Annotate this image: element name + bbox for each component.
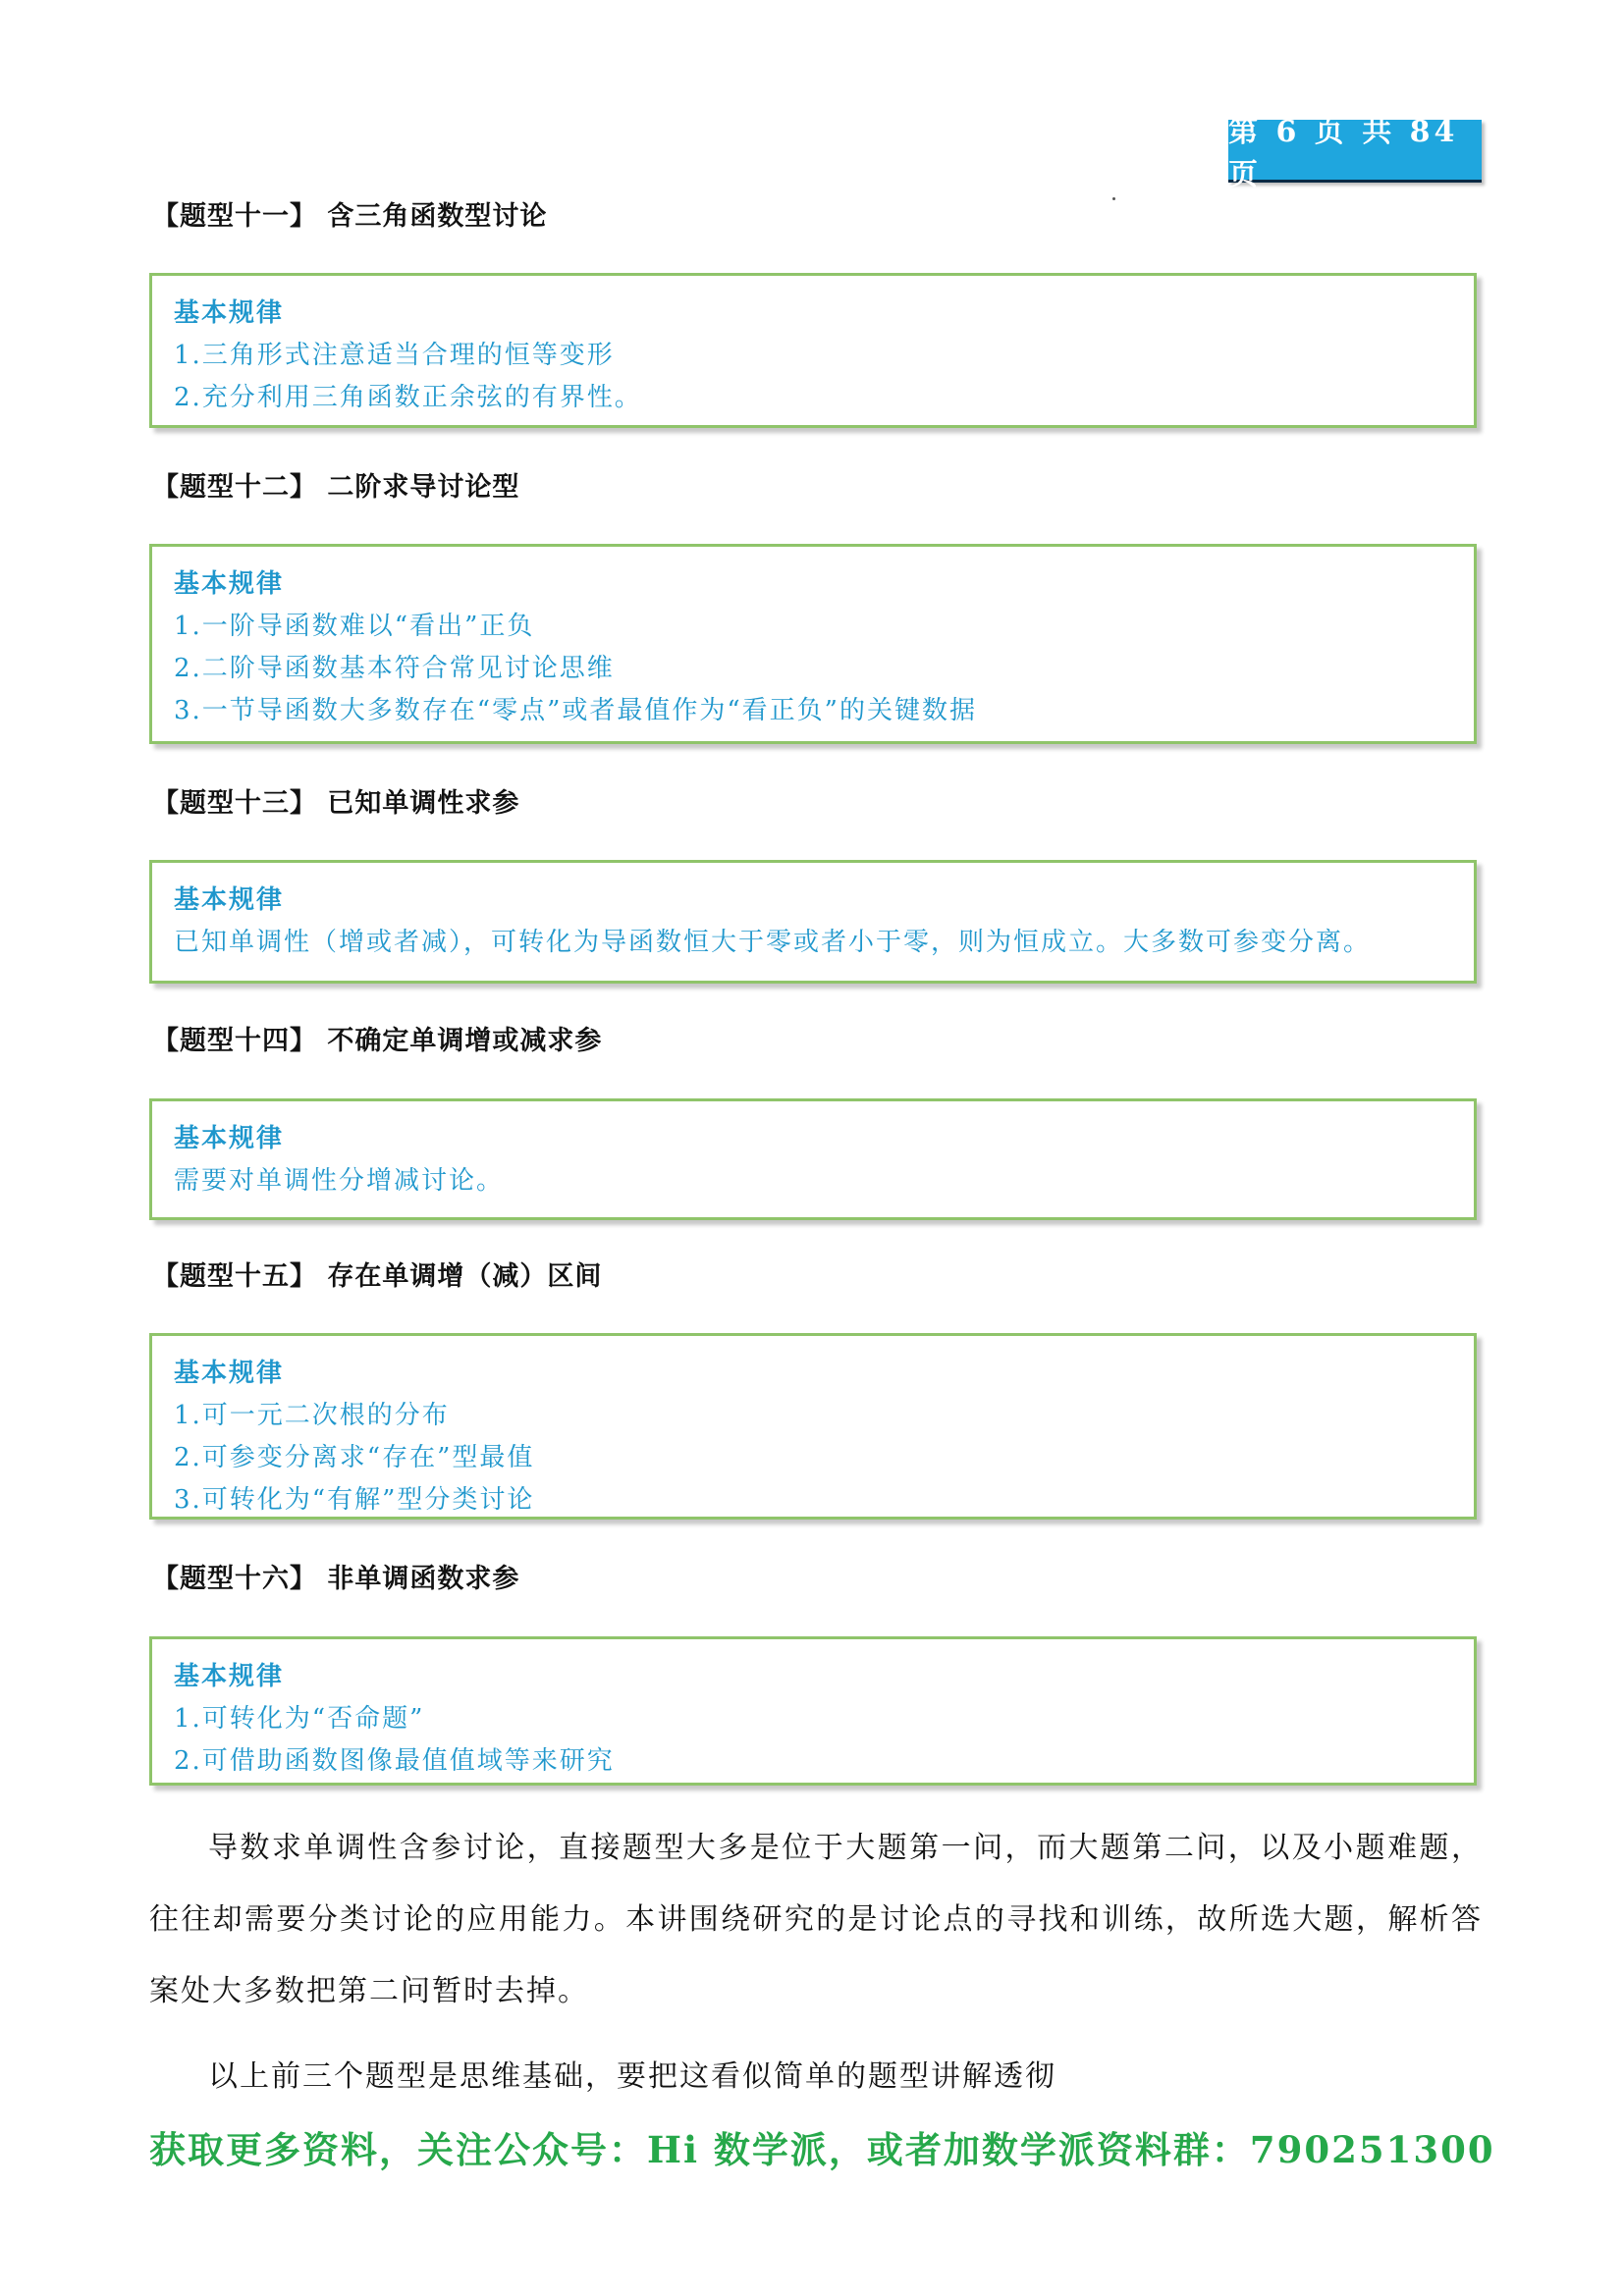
rule-line: 2.可借助函数图像最值值域等来研究 xyxy=(174,1746,615,1776)
rule-line: 需要对单调性分增减讨论。 xyxy=(174,1166,505,1196)
body-paragraph: 导数求单调性含参讨论，直接题型大多是位于大题第一问，而大题第二问，以及小题难题，往往却需要分类讨论的应用能力。本讲围绕研究的是讨论点的寻找和训练，故所选大题，解析答案处大多数把第二问暂时去掉。 xyxy=(149,1831,1483,2008)
stray-dot xyxy=(1112,197,1115,200)
rule-line: 1.可转化为“否命题” xyxy=(174,1704,425,1734)
rule-heading: 基本规律 xyxy=(174,569,285,599)
rule-heading: 基本规律 xyxy=(174,1124,285,1153)
rule-box-16 xyxy=(149,1636,1477,1786)
rule-heading: 基本规律 xyxy=(174,1359,285,1388)
rule-line: 1.三角形式注意适当合理的恒等变形 xyxy=(174,341,615,370)
rule-heading: 基本规律 xyxy=(174,885,285,915)
rule-box-12 xyxy=(149,544,1477,744)
rule-box-14 xyxy=(149,1098,1477,1220)
rule-line: 1.可一元二次根的分布 xyxy=(174,1401,450,1430)
page-number-badge: 第 6 页 共 84 页 xyxy=(1228,120,1482,183)
rule-line: 1.一阶导函数难以“看出”正负 xyxy=(174,612,535,641)
section-title-15: 【题型十五】 存在单调增（减）区间 xyxy=(152,1261,603,1292)
footer-promo: 获取更多资料，关注公众号：Hi 数学派，或者加数学派资料群：790251300 xyxy=(149,2128,1495,2171)
rule-line: 3.可转化为“有解”型分类讨论 xyxy=(174,1485,535,1515)
section-title-12: 【题型十二】 二阶求导讨论型 xyxy=(152,472,520,503)
rule-line: 已知单调性（增或者减），可转化为导函数恒大于零或者小于零，则为恒成立。大多数可参变分离。 xyxy=(174,928,1372,957)
section-title-13: 【题型十三】 已知单调性求参 xyxy=(152,788,520,819)
section-title-16: 【题型十六】 非单调函数求参 xyxy=(152,1564,520,1594)
section-title-14: 【题型十四】 不确定单调增或减求参 xyxy=(152,1026,603,1056)
rule-line: 2.可参变分离求“存在”型最值 xyxy=(174,1443,535,1472)
rule-line: 2.充分利用三角函数正余弦的有界性。 xyxy=(174,383,642,412)
rule-heading: 基本规律 xyxy=(174,1662,285,1691)
rule-box-11 xyxy=(149,273,1477,428)
body-note: 以上前三个题型是思维基础，要把这看似简单的题型讲解透彻 xyxy=(208,2059,1056,2094)
rule-line: 3.一节导函数大多数存在“零点”或者最值作为“看正负”的关键数据 xyxy=(174,696,977,725)
rule-heading: 基本规律 xyxy=(174,298,285,328)
section-title-11: 【题型十一】 含三角函数型讨论 xyxy=(152,201,548,232)
rule-line: 2.二阶导函数基本符合常见讨论思维 xyxy=(174,654,615,683)
rule-box-13 xyxy=(149,860,1477,984)
rule-box-15 xyxy=(149,1333,1477,1520)
